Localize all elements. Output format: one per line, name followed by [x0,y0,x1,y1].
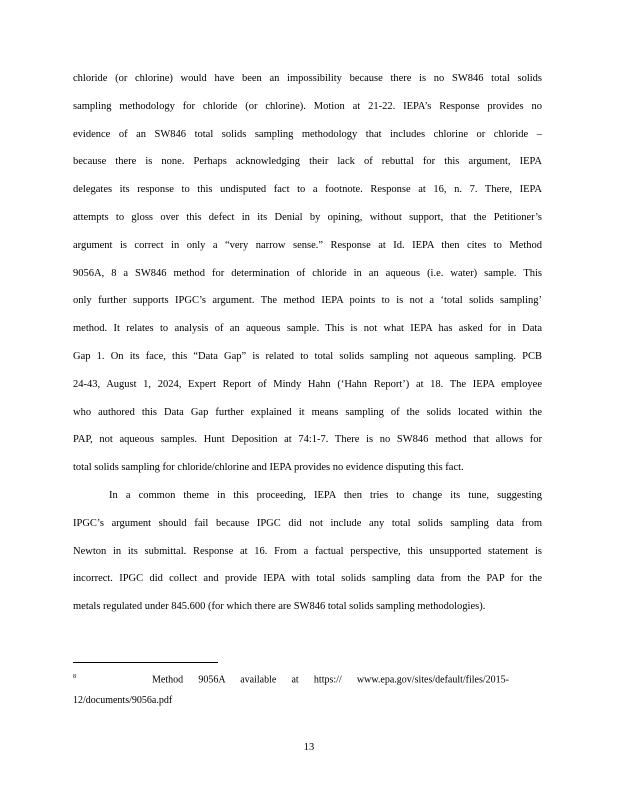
text-line: evidence of an SW846 total solids sampling methodology that includes chlorine or chloride – [73,128,542,140]
footnote-marker: 8 [73,674,76,680]
text-line: In a common theme in this proceeding, IEPA then tries to change its tune, suggesting [109,489,542,501]
text-line: because there is none. Perhaps acknowledging their lack of rebuttal for this argument, IEPA [73,156,542,168]
body-text [73,70,542,626]
text-line: incorrect. IPGC did collect and provide IEPA with total solids sampling data from the PAP for the [73,573,542,585]
page-number: 13 [303,742,315,753]
text-line: 24-43, August 1, 2024, Expert Report of Mindy Hahn (‘Hahn Report’) at 18. The IEPA employee [73,378,542,390]
text-line: chloride (or chlorine) would have been an impossibility because there is no SW846 total solids [73,73,542,84]
text-line: 9056A, 8 a SW846 method for determination of chloride in an aqueous (i.e. water) sample. This [73,267,542,279]
text-line: argument is correct in only a “very narrow sense.” Response at Id. IEPA then cites to Method [73,239,542,251]
footnote [73,670,509,718]
text-line: IPGC’s argument should fail because IPGC did not include any total solids sampling data from [73,517,542,529]
footnote-separator [73,662,218,663]
text-line: only further supports IPGC’s argument. The method IEPA points to is not a ‘total solids sampling’ [73,295,542,307]
footnote-line [73,670,509,694]
text-line: Newton in its submittal. Response at 16. From a factual perspective, this unsupported statement is [73,545,542,557]
text-line: PAP, not aqueous samples. Hunt Deposition at 74:1-7. There is no SW846 method that allows for [73,434,542,446]
text-line: delegates its response to this undisputed fact to a footnote. Response at 16, n. 7. There, IEPA [73,184,542,196]
footnote-line: 12/documents/9056a.pdf [73,695,173,706]
text-line: total solids sampling for chloride/chlorine and IEPA provides no evidence disputing this fact. [73,462,464,474]
text-line: metals regulated under 845.600 (for which there are SW846 total solids sampling methodologies). [73,601,486,613]
text-line: attempts to gloss over this defect in its Denial by opining, without support, that the Petitioner’s [73,211,542,223]
text-line: method. It relates to analysis of an aqueous sample. This is not what IEPA has asked for in Data [73,323,542,335]
footnote-text: Method 9056A available at https:// www.epa.gov/sites/default/files/2015- [152,674,509,686]
text-line: sampling methodology for chloride (or chlorine). Motion at 21-22. IEPA’s Response provides no [73,100,542,112]
text-line: who authored this Data Gap further explained it means sampling of the solids located within the [73,406,542,418]
text-line: Gap 1. On its face, this “Data Gap” is related to total solids sampling not aqueous sampling. PCB [73,350,542,362]
